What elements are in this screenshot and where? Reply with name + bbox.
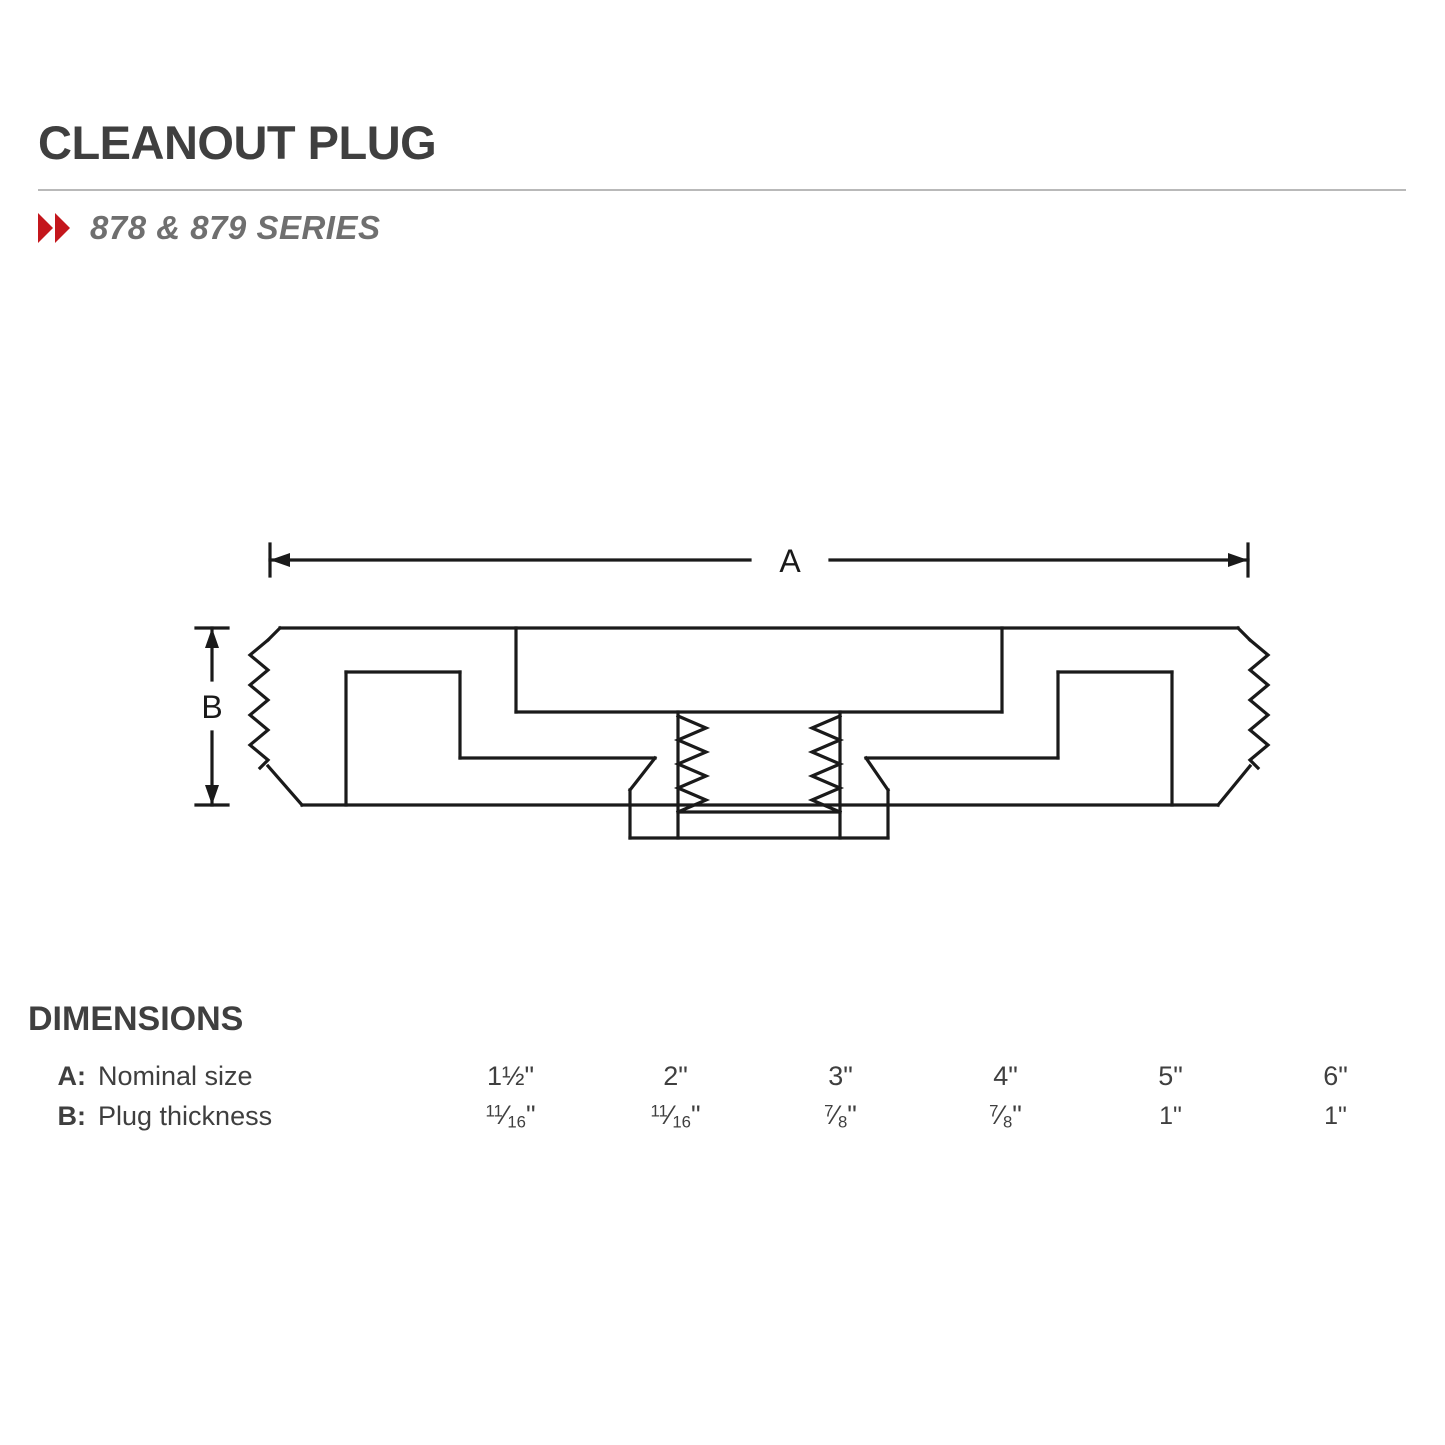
value-b-6: 1" (1324, 1101, 1347, 1130)
dimension-label-b: B (201, 689, 223, 725)
right-thread-zigzag (1250, 640, 1268, 768)
plug-body-outline (268, 628, 1250, 805)
dimensions-table (28, 1057, 1418, 1136)
page-header (38, 118, 1406, 247)
product-drawing (150, 500, 1320, 880)
value-b-5: 1" (1159, 1101, 1182, 1130)
row-desc-b: Plug thickness (98, 1100, 273, 1131)
row-key-b: B: (57, 1100, 86, 1131)
value-a-3: 3" (828, 1061, 853, 1091)
value-b-3 (758, 1096, 923, 1136)
series-label: 878 & 879 SERIES (90, 209, 381, 247)
center-threaded-nipple (630, 712, 888, 838)
value-b-1 (428, 1096, 593, 1136)
dimensions-heading: DIMENSIONS (28, 1000, 244, 1038)
cleanout-plug-cross-section (150, 500, 1320, 880)
value-a-2: 2" (663, 1061, 688, 1091)
fraction-11-16: $^{11}⁄_{16}$" (650, 1100, 701, 1132)
value-a-1: 1½" (486, 1061, 535, 1091)
row-key-a: A: (57, 1061, 86, 1091)
row-desc-a: Nominal size (98, 1061, 253, 1091)
dimension-label-a: A (779, 543, 801, 579)
dimension-line-a (270, 544, 1248, 576)
left-thread-zigzag (250, 640, 268, 768)
value-b-2 (593, 1096, 758, 1136)
title-divider (38, 189, 1406, 191)
bore-right-thread-zigzag (812, 716, 840, 812)
value-a-4: 4" (993, 1061, 1018, 1091)
inner-boss-profile (516, 628, 1002, 712)
page-title: CLEANOUT PLUG (38, 116, 437, 169)
left-inner-step (346, 672, 655, 805)
series-row (38, 209, 1406, 247)
right-inner-step (866, 672, 1172, 805)
table-row (28, 1057, 1418, 1096)
fraction-7-8: $^7⁄_8$" (824, 1100, 857, 1132)
double-chevron-right-icon (38, 213, 72, 243)
value-a-5: 5" (1158, 1061, 1183, 1091)
table-row (28, 1096, 1418, 1136)
bore-left-thread-zigzag (678, 716, 706, 812)
fraction-7-8: $^7⁄_8$" (989, 1100, 1022, 1132)
value-b-4 (923, 1096, 1088, 1136)
fraction-11-16: $^{11}⁄_{16}$" (485, 1100, 536, 1132)
value-a-6: 6" (1323, 1061, 1348, 1091)
dimensions-section (28, 1000, 1418, 1136)
